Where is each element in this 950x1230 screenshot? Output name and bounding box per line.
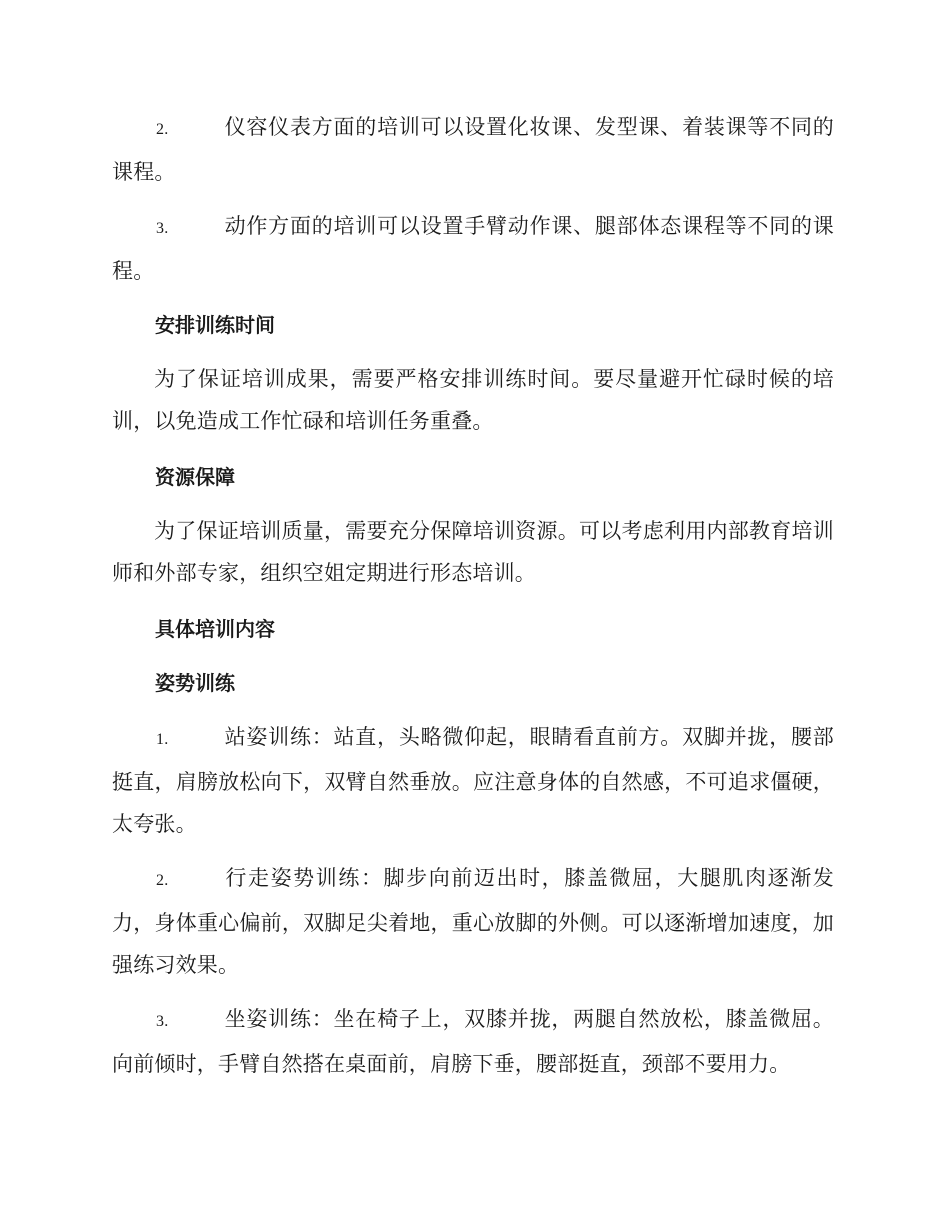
list-item: [112, 857, 834, 986]
section-heading-schedule: 安排训练时间: [155, 313, 275, 337]
document-page: [112, 106, 834, 1097]
list-number: 2.: [156, 121, 169, 138]
list-item: [112, 205, 834, 292]
list-item-text: 仪容仪表方面的培训可以设置化妆课、发型课、着装课等不同的课程。: [112, 115, 834, 184]
list-item-text: 坐姿训练：坐在椅子上，双膝并拢，两腿自然放松，膝盖微屈。向前倾时，手臂自然搭在桌面前，肩膀下垂，腰部挺直，颈部不要用力。: [112, 1007, 834, 1076]
paragraph-schedule: 为了保证培训成果，需要严格安排训练时间。要尽量避开忙碌时候的培训，以免造成工作忙碌和培训任务重叠。: [112, 367, 834, 433]
list-number: 3.: [156, 220, 169, 237]
list-number: 1.: [156, 731, 169, 748]
section-heading-content: 具体培训内容: [155, 617, 275, 641]
list-item: [112, 106, 834, 193]
list-number: 2.: [156, 872, 169, 889]
paragraph-resources: 为了保证培训质量，需要充分保障培训资源。可以考虑利用内部教育培训师和外部专家，组织空姐定期进行形态培训。: [112, 519, 834, 585]
list-number: 3.: [156, 1013, 169, 1030]
list-item-text: 站姿训练：站直，头略微仰起，眼睛看直前方。双脚并拢，腰部挺直，肩膀放松向下，双臂自然垂放。应注意身体的自然感，不可追求僵硬，太夸张。: [112, 725, 834, 836]
list-item-text: 行走姿势训练：脚步向前迈出时，膝盖微屈，大腿肌肉逐渐发力，身体重心偏前，双脚足尖着地，重心放脚的外侧。可以逐渐增加速度，加强练习效果。: [112, 866, 834, 977]
list-item: [112, 998, 834, 1085]
list-item: [112, 716, 834, 845]
section-heading-resources: 资源保障: [155, 465, 235, 489]
section-heading-posture: 姿势训练: [155, 671, 235, 695]
list-item-text: 动作方面的培训可以设置手臂动作课、腿部体态课程等不同的课程。: [112, 214, 834, 283]
